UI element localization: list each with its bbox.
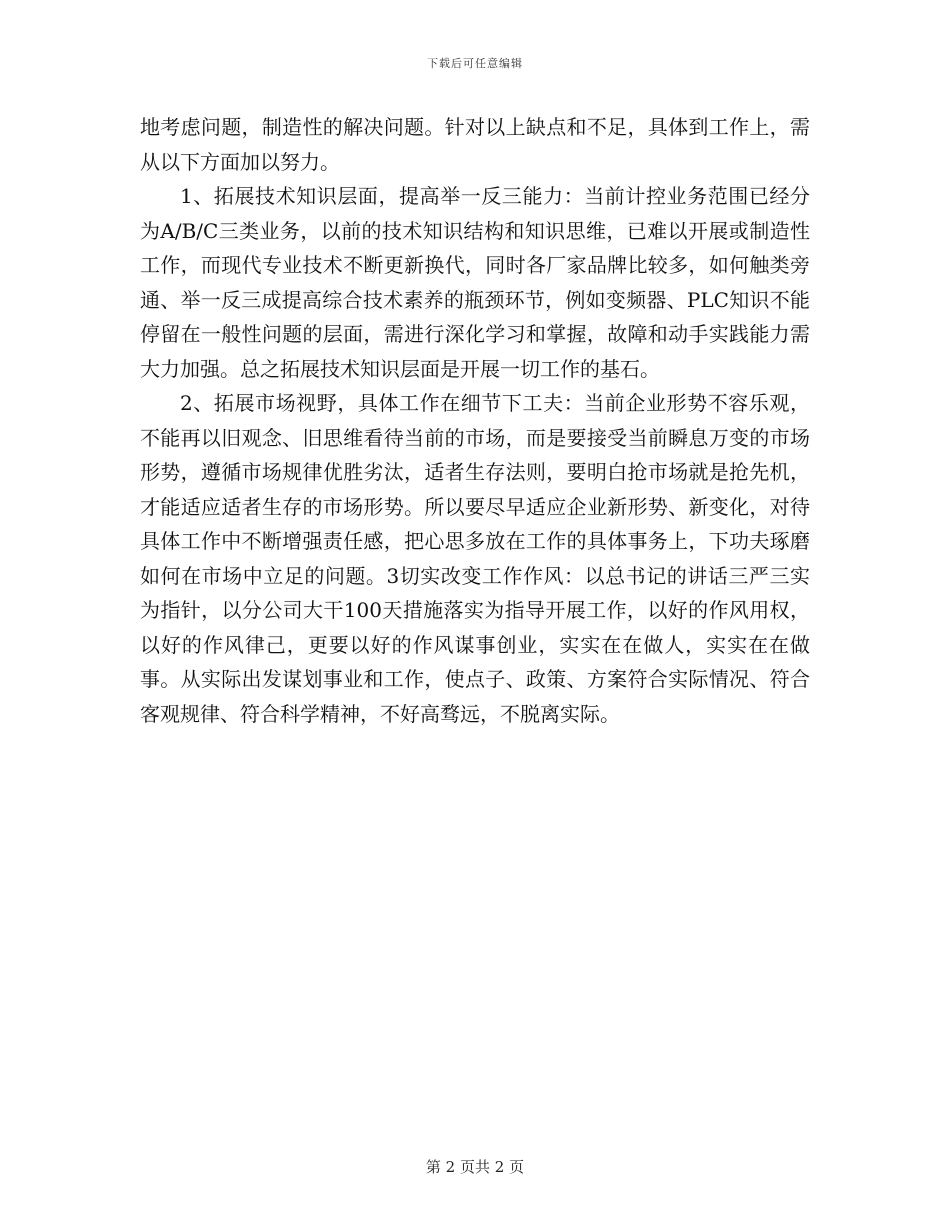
page-footer: 第 2 页共 2 页 (425, 1158, 525, 1176)
paragraph-item-1: 1、拓展技术知识层面，提高举一反三能力：当前计控业务范围已经分为A/B/C三类业务，以前的技术知识结构和知识思维，已难以开展或制造性工作，而现代专业技术不断更新换代，同时各厂家品牌比较多，如何触类旁通、举一反三成提高综合技术素养的瓶颈环节，例如变频器、PLC知识不能停留在一般性问题的层面，需进行深化学习和掌握，故障和动手实践能力需大力加强。总之拓展技术知识层面是开展一切工作的基石。 (140, 184, 810, 381)
paragraph-item-2: 2、拓展市场视野，具体工作在细节下工夫：当前企业形势不容乐观，不能再以旧观念、旧思维看待当前的市场，而是要接受当前瞬息万变的市场形势，遵循市场规律优胜劣汰，适者生存法则，要明白抢市场就是抢先机，才能适应适者生存的市场形势。所以要尽早适应企业新形势、新变化，对待具体工作中不断增强责任感，把心思多放在工作的具体事务上，下功夫琢磨如何在市场中立足的问题。3切实改变工作作风：以总书记的讲话三严三实为指针，以分公司大干100天措施落实为指导开展工作，以好的作风用权，以好的作风律己，更要以好的作风谋事创业，实实在在做人，实实在在做事。从实际出发谋划事业和工作，使点子、政策、方案符合实际情况、符合客观规律、符合科学精神，不好高骛远，不脱离实际。 (140, 391, 810, 726)
page-header: 下载后可任意编辑 (427, 57, 523, 70)
document-body (140, 110, 810, 731)
paragraph-continuation: 地考虑问题，制造性的解决问题。针对以上缺点和不足，具体到工作上，需从以下方面加以努力。 (140, 115, 810, 174)
